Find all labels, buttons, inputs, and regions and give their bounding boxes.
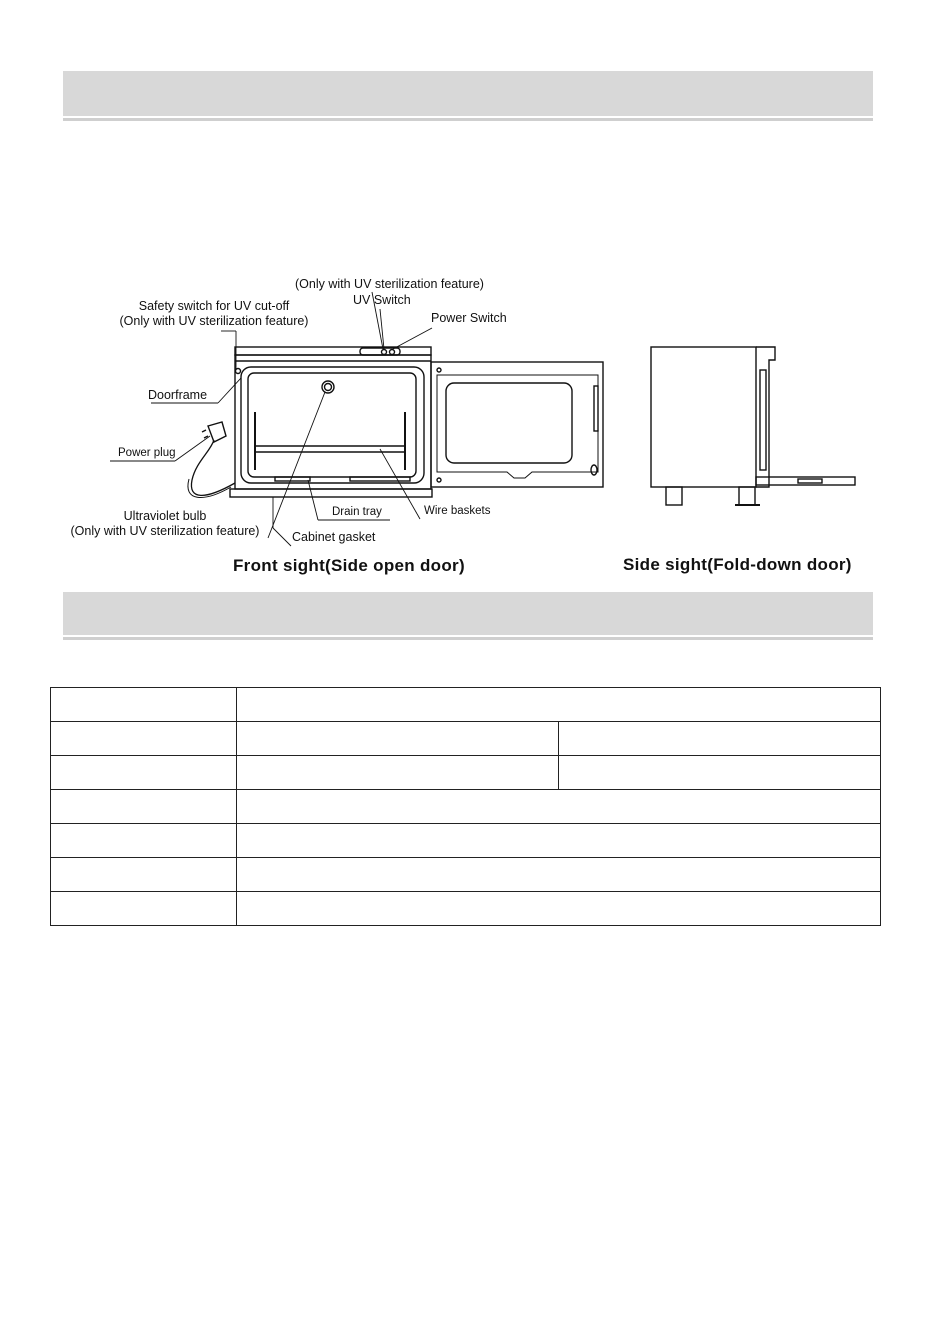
table-cell: [237, 892, 881, 926]
leader-wire-baskets: [380, 449, 420, 519]
table-cell: [237, 688, 881, 722]
doorframe: [241, 367, 424, 483]
uv-switch-button: [382, 350, 387, 355]
table-cell: [237, 722, 559, 756]
label-wire-baskets: Wire baskets: [424, 505, 491, 517]
label-doorframe: Doorframe: [148, 388, 208, 402]
table-cell: [51, 790, 237, 824]
side-door: [431, 362, 603, 487]
leader-cabinet-gasket: [273, 528, 291, 546]
foot-left: [666, 487, 682, 505]
table-cell: [237, 858, 881, 892]
table-cell: [237, 756, 559, 790]
foot-right: [739, 487, 755, 505]
label-uv-switch: UV Switch: [353, 293, 411, 307]
control-panel-strip: [235, 347, 431, 355]
table-row: [51, 688, 881, 722]
label-uv-bulb: [60, 509, 270, 539]
power-cord: [191, 440, 235, 495]
table-cell: [237, 824, 881, 858]
drain-tray: [230, 489, 432, 497]
table-row: [51, 756, 881, 790]
power-plug: [208, 422, 226, 442]
caption-side-view: Side sight(Fold-down door): [623, 555, 852, 574]
table-row: [51, 824, 881, 858]
table-cell: [51, 688, 237, 722]
leader-uv-bulb: [268, 392, 325, 538]
table-cell: [51, 824, 237, 858]
cabinet-body: [235, 355, 431, 489]
label-safety-switch: [104, 299, 324, 329]
label-power-plug: Power plug: [118, 447, 176, 459]
fold-down-door: [756, 477, 855, 485]
power-switch-button: [390, 350, 395, 355]
label-drain-tray: Drain tray: [332, 506, 382, 518]
side-cabinet: [651, 347, 756, 487]
table-row: [51, 892, 881, 926]
table-cell: [51, 892, 237, 926]
leader-power-switch: [393, 328, 432, 349]
table-row: [51, 790, 881, 824]
table-cell: [51, 858, 237, 892]
label-safety-switch-line1: Safety switch for UV cut-off: [138, 299, 290, 313]
section-header-rule-2: [63, 637, 873, 640]
label-safety-switch-line2: (Only with UV sterilization feature): [119, 314, 309, 328]
label-cabinet-gasket: Cabinet gasket: [292, 530, 376, 544]
table-row: [51, 722, 881, 756]
table-cell: [559, 722, 881, 756]
table-cell: [51, 756, 237, 790]
label-power-switch: Power Switch: [431, 311, 507, 325]
table-cell: [559, 756, 881, 790]
spec-table: [50, 687, 881, 926]
label-uv-note-top: (Only with UV sterilization feature): [295, 277, 484, 291]
label-uv-bulb-line1: Ultraviolet bulb: [123, 509, 207, 523]
table-row: [51, 858, 881, 892]
caption-front-view: Front sight(Side open door): [233, 556, 465, 575]
table-cell: [51, 722, 237, 756]
label-uv-bulb-line2: (Only with UV sterilization feature): [70, 524, 260, 538]
table-cell: [237, 790, 881, 824]
safety-switch-dot: [236, 369, 241, 374]
uv-bulb: [322, 381, 334, 393]
